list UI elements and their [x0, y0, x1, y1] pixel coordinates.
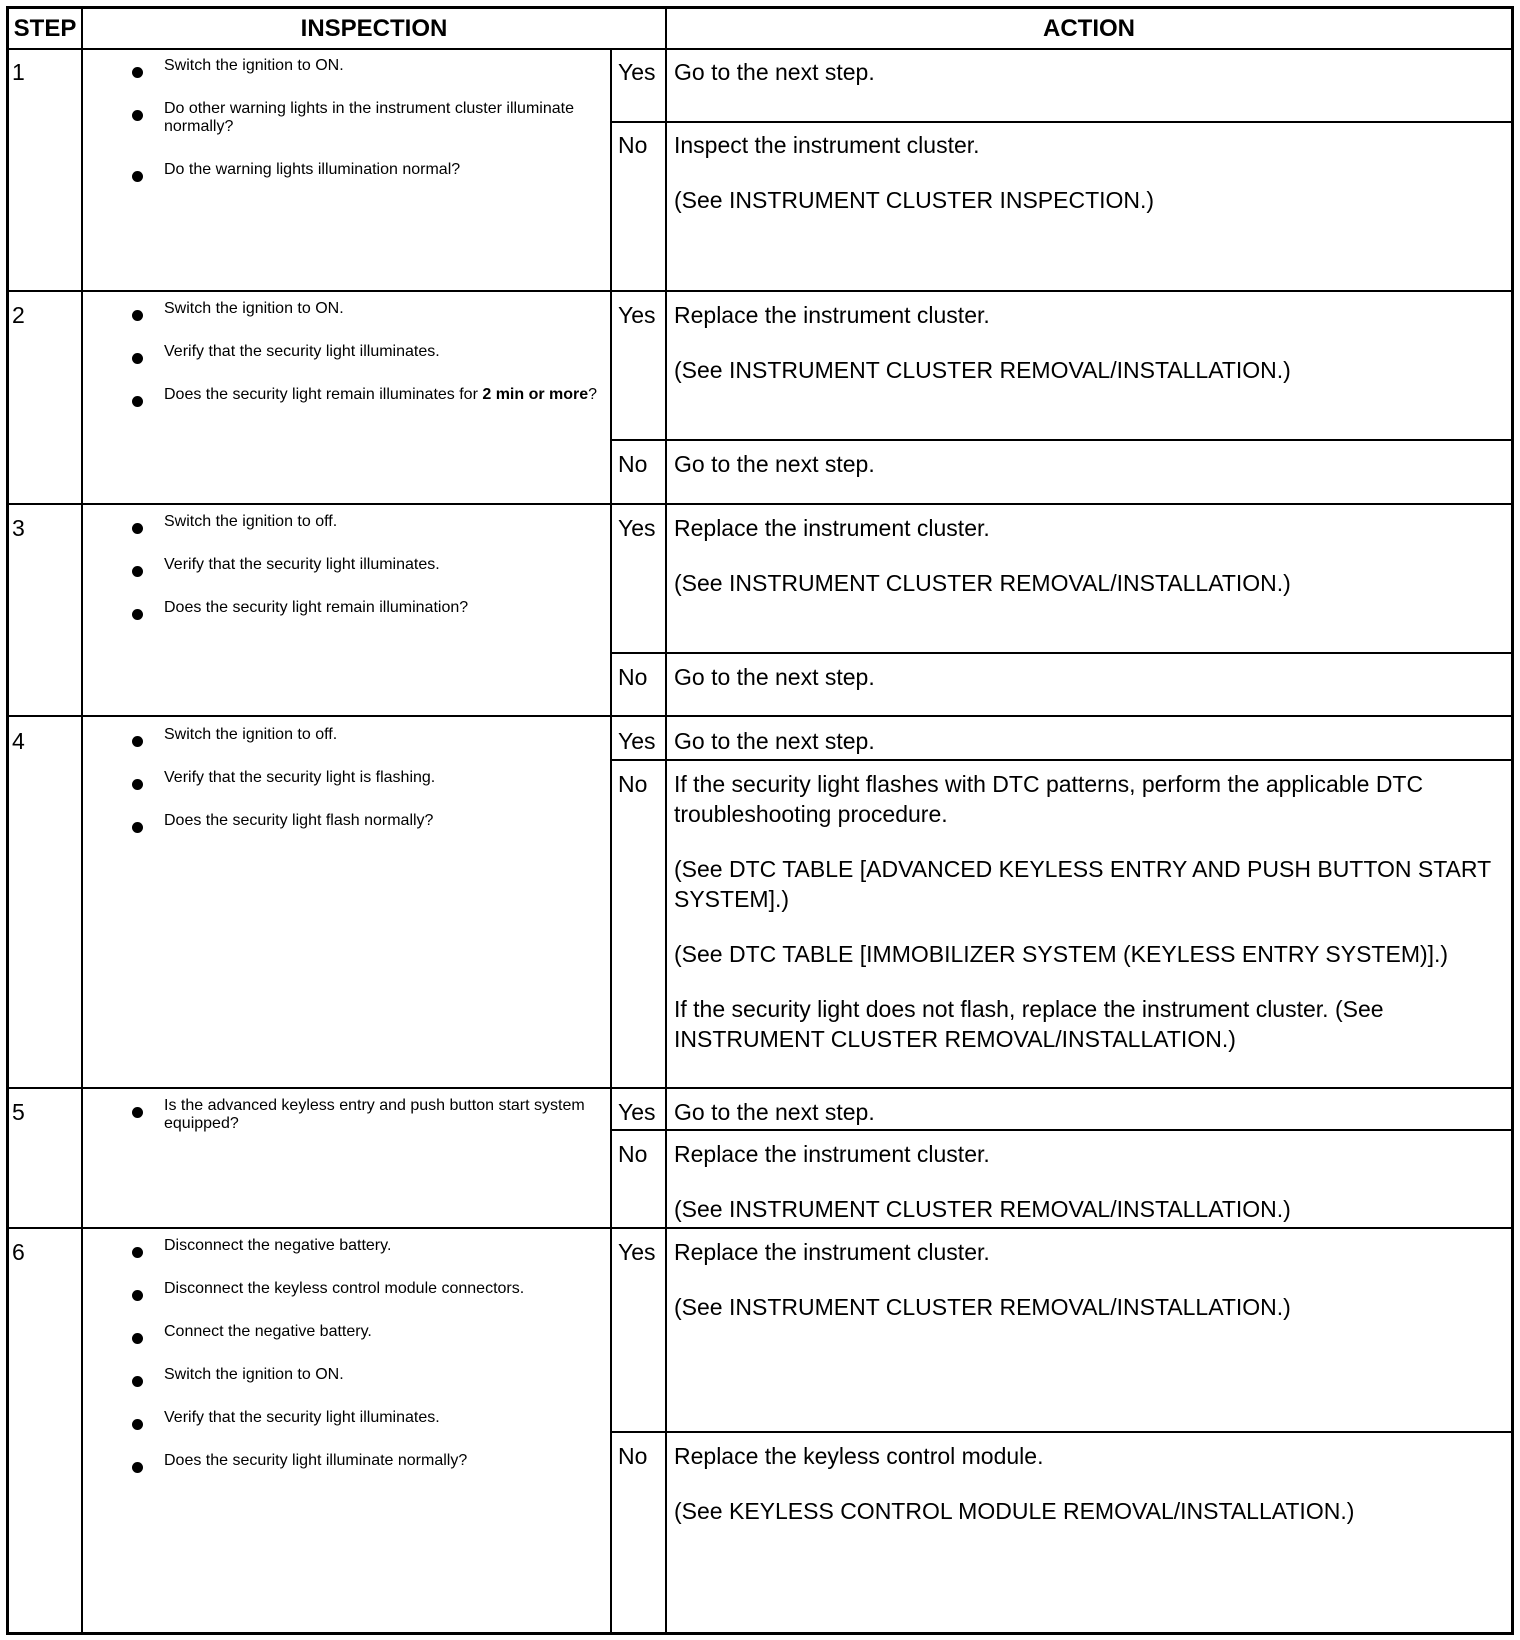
yes-action: [674, 726, 1512, 756]
yes-label: Yes: [618, 59, 656, 85]
row-separator: [6, 503, 1514, 505]
table-border-bottom: [6, 1632, 1514, 1635]
action-line: If the security light does not flash, replace the instrument cluster. (See INSTRUMENT CLUSTER REMOVAL/INSTALLATION.): [674, 996, 1384, 1052]
yes-label: Yes: [618, 302, 656, 328]
action-line: (See INSTRUMENT CLUSTER INSPECTION.): [674, 187, 1155, 213]
inspection-item: Do the warning lights illumination normal?: [130, 161, 610, 179]
step-number: 5: [12, 1099, 25, 1125]
action-line: Go to the next step.: [674, 728, 875, 754]
row-separator: [6, 1227, 1514, 1229]
inspection-list: [130, 300, 610, 404]
no-label: No: [618, 132, 648, 158]
row-separator: [6, 290, 1514, 292]
divider-yesno: [665, 6, 667, 1635]
no-action: [674, 1441, 1512, 1526]
action-line: (See DTC TABLE [IMMOBILIZER SYSTEM (KEYLESS ENTRY SYSTEM)].): [674, 941, 1449, 967]
yes-no-separator: [610, 121, 1514, 123]
step-number: 6: [12, 1239, 25, 1265]
header-inspection: INSPECTION: [300, 15, 448, 42]
inspection-item: Does the security light remain illumination?: [130, 599, 610, 617]
action-line: Inspect the instrument cluster.: [674, 132, 980, 158]
no-label: No: [618, 664, 648, 690]
no-action: [674, 1139, 1512, 1224]
inspection-item: [130, 386, 610, 404]
action-line: Replace the instrument cluster.: [674, 302, 990, 328]
yes-action: [674, 1097, 1512, 1127]
inspection-item: Do other warning lights in the instrument cluster illuminate normally?: [130, 100, 610, 136]
yes-action: [674, 513, 1512, 598]
inspection-duration: 2 min or more: [482, 386, 589, 403]
action-line: (See INSTRUMENT CLUSTER REMOVAL/INSTALLATION.): [674, 570, 1291, 596]
inspection-item: Switch the ignition to ON.: [130, 1366, 610, 1384]
inspection-list: [130, 513, 610, 617]
action-line: Go to the next step.: [674, 451, 875, 477]
action-line: (See DTC TABLE [ADVANCED KEYLESS ENTRY AND PUSH BUTTON START SYSTEM].): [674, 856, 1491, 912]
action-line: Replace the keyless control module.: [674, 1443, 1044, 1469]
yes-action: [674, 57, 1512, 87]
no-action: [674, 769, 1512, 1054]
yes-label: Yes: [618, 1239, 656, 1265]
step-number: 2: [12, 302, 25, 328]
no-action: [674, 130, 1512, 215]
no-action: [674, 662, 1512, 692]
yes-no-separator: [610, 759, 1514, 761]
yes-no-separator: [610, 1129, 1514, 1131]
yes-action: [674, 1237, 1512, 1322]
action-line: If the security light flashes with DTC patterns, perform the applicable DTC troubleshooting procedure.: [674, 771, 1424, 827]
inspection-list: [130, 1097, 610, 1133]
inspection-item: Connect the negative battery.: [130, 1323, 610, 1341]
step-number: 1: [12, 59, 25, 85]
action-line: Go to the next step.: [674, 59, 875, 85]
step-number: 3: [12, 515, 25, 541]
inspection-list: [130, 1237, 610, 1470]
inspection-item: Does the security light flash normally?: [130, 812, 610, 830]
action-line: (See INSTRUMENT CLUSTER REMOVAL/INSTALLATION.): [674, 357, 1291, 383]
inspection-list: [130, 726, 610, 830]
inspection-text: Does the security light remain illuminates for: [164, 386, 483, 403]
no-label: No: [618, 1141, 648, 1167]
table-border-left: [6, 6, 9, 1635]
yes-label: Yes: [618, 1099, 656, 1125]
action-line: Go to the next step.: [674, 664, 875, 690]
no-label: No: [618, 771, 648, 797]
step-number: 4: [12, 728, 25, 754]
inspection-item: Disconnect the negative battery.: [130, 1237, 610, 1255]
header-step: STEP: [13, 15, 77, 42]
inspection-item: Disconnect the keyless control module connectors.: [130, 1280, 610, 1298]
inspection-item: Switch the ignition to ON.: [130, 57, 610, 75]
inspection-list: [130, 57, 610, 179]
inspection-text: ?: [588, 386, 598, 403]
inspection-item: Switch the ignition to off.: [130, 513, 610, 531]
action-line: (See INSTRUMENT CLUSTER REMOVAL/INSTALLATION.): [674, 1294, 1291, 1320]
no-label: No: [618, 1443, 648, 1469]
yes-no-separator: [610, 652, 1514, 654]
no-label: No: [618, 451, 648, 477]
row-separator: [6, 715, 1514, 717]
divider-inspection: [610, 50, 612, 1635]
action-line: Replace the instrument cluster.: [674, 1239, 990, 1265]
divider-step: [81, 6, 83, 1635]
inspection-item: Switch the ignition to off.: [130, 726, 610, 744]
header-action: ACTION: [1043, 15, 1135, 42]
yes-label: Yes: [618, 728, 656, 754]
inspection-item: Does the security light illuminate normally?: [130, 1452, 610, 1470]
action-line: (See KEYLESS CONTROL MODULE REMOVAL/INSTALLATION.): [674, 1498, 1355, 1524]
action-line: Replace the instrument cluster.: [674, 1141, 990, 1167]
inspection-item: Switch the ignition to ON.: [130, 300, 610, 318]
yes-action: [674, 300, 1512, 385]
action-line: Go to the next step.: [674, 1099, 875, 1125]
yes-no-separator: [610, 1431, 1514, 1433]
no-action: [674, 449, 1512, 479]
inspection-item: Verify that the security light is flashing.: [130, 769, 610, 787]
yes-no-separator: [610, 439, 1514, 441]
inspection-item: Verify that the security light illuminates.: [130, 343, 610, 361]
yes-label: Yes: [618, 515, 656, 541]
inspection-item: Verify that the security light illuminates.: [130, 1409, 610, 1427]
action-line: Replace the instrument cluster.: [674, 515, 990, 541]
inspection-item: Verify that the security light illuminates.: [130, 556, 610, 574]
inspection-item: Is the advanced keyless entry and push button start system equipped?: [130, 1097, 610, 1133]
row-separator: [6, 1087, 1514, 1089]
action-line: (See INSTRUMENT CLUSTER REMOVAL/INSTALLATION.): [674, 1196, 1291, 1222]
